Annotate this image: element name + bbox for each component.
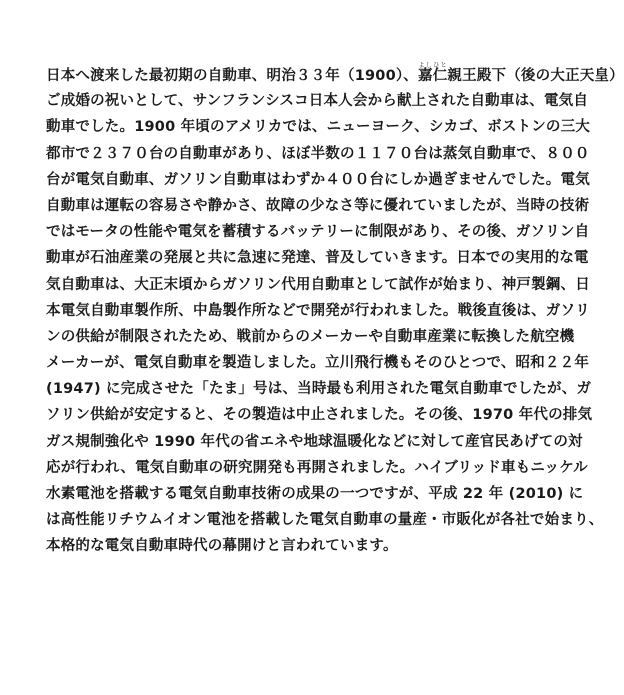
ruby-base: 嘉仁 <box>418 68 448 84</box>
text-line-10: 本電気自動車製作所、中島製作所などで開発が行われました。戦後直後は、ガソリ <box>46 302 590 319</box>
text-line-8: 動車が石油産業の発展と共に急速に発達、普及していきます。日本での実用的な電 <box>46 250 589 267</box>
text-line-1-after: 親王殿下（後の大正天皇） <box>447 68 624 84</box>
text-line-7: ではモータの性能や電気を蓄積するバッテリーに制限があり、その後、ガソリン自 <box>46 224 590 241</box>
text-line-5: 台が電気自動車、ガソリン自動車はわずか４００台にしか過ぎませんでした。電気 <box>46 171 590 188</box>
text-line-1 <box>46 62 624 88</box>
text-line-6: 自動車は運転の容易さや静かさ、故障の少なさ等に優れていましたが、当時の技術 <box>46 197 590 214</box>
text-line-11: ンの供給が制限されたため、戦前からのメーカーや自動車産業に転換した航空機 <box>46 328 575 345</box>
text-line-1-before: 日本へ渡来した最初期の自動車、明治３３年（1900）、 <box>46 68 419 84</box>
text-line-13: (1947) に完成させた「たま」号は、当時最も利用された電気自動車でしたが、ガ <box>46 381 592 398</box>
ruby-reading: よしひと <box>418 62 448 69</box>
text-line-3: 動車でした。1900 年頃のアメリカでは、ニューヨーク、シカゴ、ボストンの三大 <box>46 119 591 136</box>
text-line-17: 水素電池を搭載する電気自動車技術の成果の一つですが、平成 22 年 (2010) に <box>46 486 584 502</box>
text-line-19: 本格的な電気自動車時代の幕開けと言われています。 <box>46 538 398 555</box>
text-line-2: ご成婚の祝いとして、サンフランシスコ日本人会から献上された自動車は、電気自 <box>46 93 589 110</box>
text-line-14: ソリン供給が安定すると、その製造は中止されました。その後、1970 年代の排気 <box>46 407 593 424</box>
body-paragraph <box>46 62 624 560</box>
ruby-annotation <box>418 62 448 84</box>
text-line-18: は高性能リチウムイオン電池を搭載した電気自動車の量産・市販化が各社で始まり、 <box>46 512 604 529</box>
text-line-16: 応が行われ、電気自動車の研究開発も再開されました。ハイブリッド車もニッケル <box>46 459 588 476</box>
text-line-9: 気自動車は、大正末頃からガソリン代用自動車として試作が始まり、神戸製鋼、日 <box>46 276 590 293</box>
text-line-15: ガス規制強化や 1990 年代の省エネや地球温暖化などに対して産官民あげての対 <box>46 433 583 450</box>
text-line-12: メーカーが、電気自動車を製造しました。立川飛行機もそのひとつで、昭和２２年 <box>46 355 590 372</box>
text-line-4: 都市で２３７０台の自動車があり、ほぼ半数の１１７０台は蒸気自動車で、８００ <box>46 145 590 162</box>
